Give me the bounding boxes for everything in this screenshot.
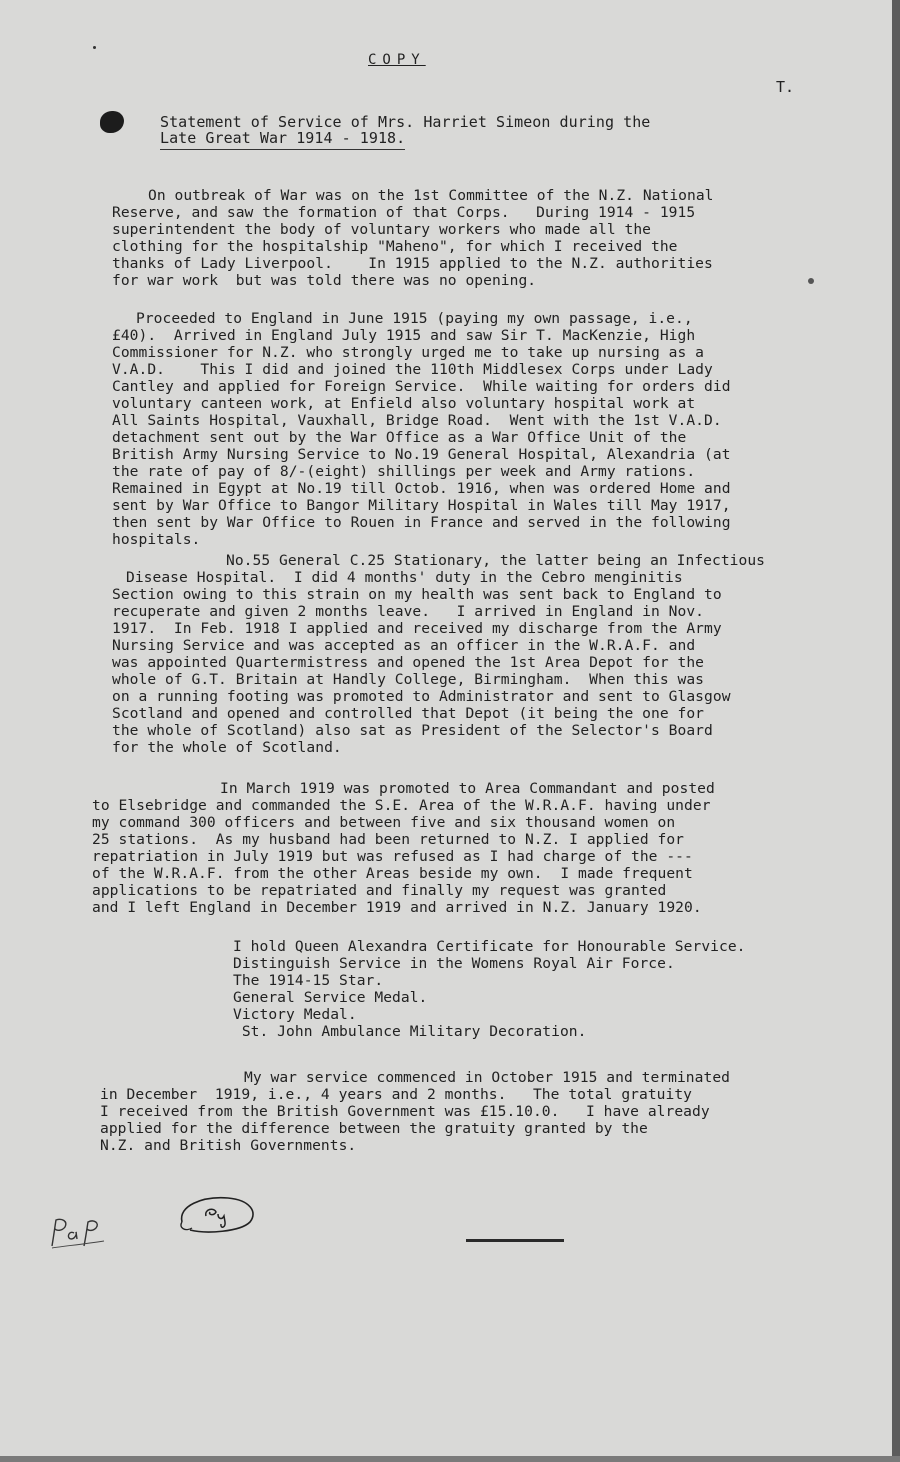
honour-line: St. John Ambulance Military Decoration. — [233, 1023, 587, 1040]
body-line: Reserve, and saw the formation of that Corps. During 1914 - 1915 — [112, 204, 696, 221]
body-line: All Saints Hospital, Vauxhall, Bridge Road. Went with the 1st V.A.D. — [112, 412, 722, 429]
body-line: voluntary canteen work, at Enfield also voluntary hospital work at — [112, 395, 696, 412]
body-line: 25 stations. As my husband had been returned to N.Z. I applied for — [92, 831, 685, 848]
body-line: in December 1919, i.e., 4 years and 2 months. The total gratuity — [100, 1086, 693, 1103]
body-line: detachment sent out by the War Office as a War Office Unit of the — [112, 429, 687, 446]
body-line: my command 300 officers and between five and six thousand women on — [92, 814, 676, 831]
body-line: Cantley and applied for Foreign Service. While waiting for orders did — [112, 378, 731, 395]
body-line: for the whole of Scotland. — [112, 739, 342, 756]
body-line: hospitals. — [112, 531, 201, 548]
body-line: 1917. In Feb. 1918 I applied and received my discharge from the Army — [112, 620, 722, 637]
honour-line: Victory Medal. — [233, 1006, 357, 1023]
body-line: V.A.D. This I did and joined the 110th Middlesex Corps under Lady — [112, 361, 713, 378]
body-line: applied for the difference between the gratuity granted by the — [100, 1120, 648, 1137]
body-line: superintendent the body of voluntary workers who made all the — [112, 221, 652, 238]
body-line: £40). Arrived in England July 1915 and saw Sir T. MacKenzie, High — [112, 327, 696, 344]
file-reference: T. — [776, 78, 795, 96]
honour-line: Distinguish Service in the Womens Royal Air Force. — [233, 955, 675, 972]
body-line: applications to be repatriated and finally my request was granted — [92, 882, 667, 899]
body-line: On outbreak of War was on the 1st Committee of the N.Z. National — [148, 187, 714, 204]
handwritten-initials — [46, 1216, 106, 1250]
body-line: for war work but was told there was no opening. — [112, 272, 537, 289]
body-line: Nursing Service and was accepted as an officer in the W.R.A.F. and — [112, 637, 696, 654]
signature — [176, 1192, 260, 1238]
body-line: was appointed Quartermistress and opened the 1st Area Depot for the — [112, 654, 705, 671]
scan-speck — [93, 46, 96, 49]
title-line: Statement of Service of Mrs. Harriet Simeon during the — [160, 113, 651, 131]
body-line: Section owing to this strain on my health was sent back to England to — [112, 586, 722, 603]
honour-line: General Service Medal. — [233, 989, 428, 1006]
body-line: to Elsebridge and commanded the S.E. Area of the W.R.A.F. having under — [92, 797, 711, 814]
body-line: My war service commenced in October 1915 and terminated — [244, 1069, 730, 1086]
body-line: Remained in Egypt at No.19 till Octob. 1916, when was ordered Home and — [112, 480, 731, 497]
body-line: recuperate and given 2 months leave. I arrived in England in Nov. — [112, 603, 705, 620]
scan-edge-right — [892, 0, 900, 1462]
body-line: the rate of pay of 8/-(eight) shillings per week and Army rations. — [112, 463, 696, 480]
body-line: on a running footing was promoted to Administrator and sent to Glasgow — [112, 688, 731, 705]
body-line: No.55 General C.25 Stationary, the latter being an Infectious — [226, 552, 766, 569]
body-line: Commissioner for N.Z. who strongly urged me to take up nursing as a — [112, 344, 705, 361]
body-line: then sent by War Office to Rouen in France and served in the following — [112, 514, 731, 531]
closing-rule — [466, 1239, 564, 1242]
body-line: Scotland and opened and controlled that Depot (it being the one for — [112, 705, 705, 722]
body-line: sent by War Office to Bangor Military Hospital in Wales till May 1917, — [112, 497, 731, 514]
body-line: N.Z. and British Governments. — [100, 1137, 357, 1154]
body-line: British Army Nursing Service to No.19 General Hospital, Alexandria (at — [112, 446, 731, 463]
margin-mark — [808, 278, 814, 284]
body-line: the whole of Scotland) also sat as President of the Selector's Board — [112, 722, 713, 739]
body-line: and I left England in December 1919 and arrived in N.Z. January 1920. — [92, 899, 702, 916]
body-line: I received from the British Government was £15.10.0. I have already — [100, 1103, 710, 1120]
ink-blot — [100, 111, 124, 133]
body-line: In March 1919 was promoted to Area Commandant and posted — [220, 780, 715, 797]
body-line: of the W.R.A.F. from the other Areas beside my own. I made frequent — [92, 865, 693, 882]
title-line: Late Great War 1914 - 1918. — [160, 131, 405, 150]
body-line: clothing for the hospitalship "Maheno", for which I received the — [112, 238, 678, 255]
body-line: repatriation in July 1919 but was refused as I had charge of the --- — [92, 848, 693, 865]
copy-heading: COPY — [368, 52, 426, 68]
honour-line: The 1914-15 Star. — [233, 972, 384, 989]
honour-line: I hold Queen Alexandra Certificate for Honourable Service. — [233, 938, 746, 955]
body-line: thanks of Lady Liverpool. In 1915 applied to the N.Z. authorities — [112, 255, 713, 272]
body-line: Proceeded to England in June 1915 (paying my own passage, i.e., — [136, 310, 693, 327]
body-line: Disease Hospital. I did 4 months' duty in the Cebro menginitis — [126, 569, 683, 586]
scan-edge-bottom — [0, 1456, 900, 1462]
body-line: whole of G.T. Britain at Handly College, Birmingham. When this was — [112, 671, 705, 688]
